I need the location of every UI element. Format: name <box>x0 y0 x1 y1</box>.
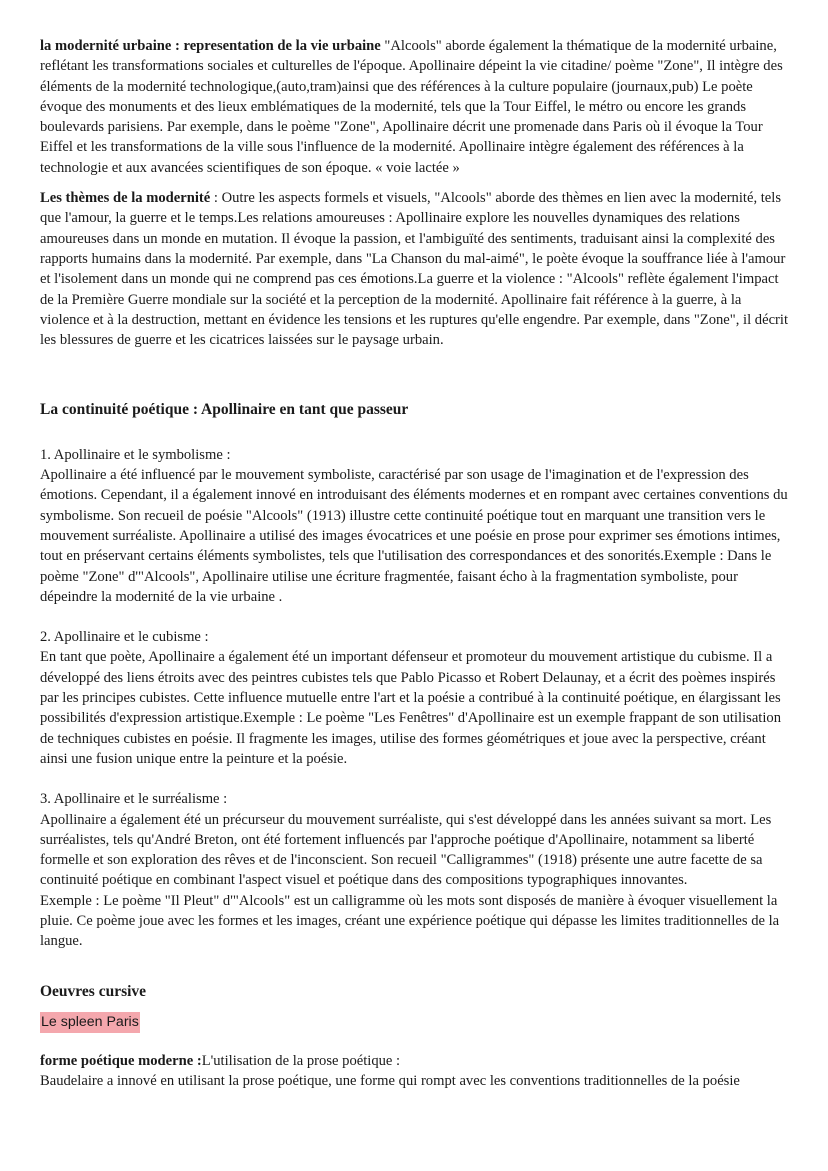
section-title: La continuité poétique : Apollinaire en tant que passeur <box>40 401 409 419</box>
paragraph-heading: Les thèmes de la modernité <box>40 190 211 207</box>
forme-heading: forme poétique moderne : <box>40 1052 202 1069</box>
subsection-example: Exemple : Le poème "Il Pleut" d'"Alcools" est un calligramme où les mots sont disposés de manière à évoquer visuellement la pluie. Ce poème joue avec les formes et les images, créant une expérience poétique qui dépasse les limites traditionnelles de la langue. <box>40 892 780 950</box>
paragraph-heading: la modernité urbaine : representation de la vie urbaine <box>40 38 385 54</box>
subsection-cubisme <box>40 627 792 769</box>
oeuvres-title: Oeuvres cursive <box>40 982 147 1000</box>
paragraph-urban-modernity <box>40 36 792 178</box>
forme-poetique-line <box>40 1051 792 1071</box>
subsection-title: 3. Apollinaire et le surréalisme : <box>40 791 228 808</box>
subsection-body: Apollinaire a également été un précurseur du mouvement surréaliste, qui s'est développé dans les années suivant sa mort. Les surréalistes, tels qu'André Breton, ont été fortement influencés par l'approche poétique d'Apollinaire, notamment sa liberté formelle et son exploration des rêves et de l'inconscient. Son recueil "Calligrammes" (1918) présente une autre facette de sa continuité poétique en combinant l'aspect visuel et poétique dans des compositions typographiques innovantes. <box>40 811 772 889</box>
paragraph-body: : Outre les aspects formels et visuels, "Alcools" aborde des thèmes en lien avec la modernité, tels que l'amour, la guerre et le temps.Les relations amoureuses : Apollinaire explore les nouvelles dynamiques des relations amoureuses dans un monde en mutation. Il évoque la passion, et l'ambiguïté des sentiments, traduisant ainsi la complexité des rapports humains dans la modernité. Par exemple, dans "La Chanson du mal-aimé", le poète évoque la souffrance liée à l'amour et l'isolement dans un monde qui ne comprend pas ces émotions.La guerre et la violence : "Alcools" reflète également l'impact de la Première Guerre mondiale sur la société et la perception de la modernité. Apollinaire fait référence à la guerre, à la violence et à la destruction, mettant en évidence les tensions et les ruptures qu'elle engendre. Par exemple, dans "Zone", il décrit les blessures de guerre et les cicatrices laissées sur le paysage urbain. <box>40 190 789 349</box>
document-page <box>40 36 792 1091</box>
highlighted-title: Le spleen Paris <box>40 1012 140 1033</box>
paragraph-modernity-themes <box>40 188 792 350</box>
subsection-symbolisme <box>40 445 792 607</box>
subsection-title: 1. Apollinaire et le symbolisme : <box>40 446 231 463</box>
last-line: Baudelaire a innové en utilisant la prose poétique, une forme qui rompt avec les conventions traditionnelles de la poésie <box>40 1073 740 1090</box>
subsection-body: Apollinaire a été influencé par le mouvement symboliste, caractérisé par son usage de l'imagination et de l'expression des émotions. Cependant, il a également innové en introduisant des éléments modernes et en rompant avec certaines conventions du symbolisme. Son recueil de poésie "Alcools" (1913) illustre cette continuité poétique tout en marquant une transition vers le mouvement surréaliste. Apollinaire a utilisé des images évocatrices et une poésie en prose pour exprimer ses émotions intimes, tout en préservant certains éléments symbolistes, tels que l'utilisation des correspondances et des sonorités.Exemple : Dans le poème "Zone" d'"Alcools", Apollinaire utilise une écriture fragmentée, faisant écho à la fragmentation symboliste, pour dépeindre la modernité de la vie urbaine . <box>40 467 788 605</box>
subsection-title: 2. Apollinaire et le cubisme : <box>40 629 209 646</box>
subsection-surrealisme <box>40 789 792 951</box>
paragraph-body: "Alcools" aborde également la thématique de la modernité urbaine, reflétant les transformations sociales et culturelles de l'époque. Apollinaire dépeint la vie citadine/ poème "Zone", Il intègre des éléments de la modernité technologique,(auto,tram)ainsi que des références à la culture populaire (journaux,pub) Le poète évoque des monuments et des lieux emblématiques de la modernité, tels que la Tour Eiffel, le métro ou encore les grands boulevards parisiens. Par exemple, dans le poème "Zone", Apollinaire décrit une promenade dans Paris où il évoque la Tour Eiffel et les transformations de la ville sous l'influence de la modernité. Apollinaire intègre également des références à la technologie et aux avancées scientifiques de son époque. « voie lactée » <box>40 38 783 176</box>
subsection-body: En tant que poète, Apollinaire a également été un important défenseur et promoteur du mouvement artistique du cubisme. Il a développé des liens étroits avec des peintres cubistes tels que Pablo Picasso et Robert Delaunay, et a écrit des poèmes inspirés par les principes cubistes. Cette influence mutuelle entre l'art et la poésie a contribué à la continuité poétique, en élargissant les possibilités d'expression artistique.Exemple : Le poème "Les Fenêtres" d'Apollinaire est un exemple frappant de son utilisation de techniques cubistes en poésie. Il fragmente les images, utilise des formes géométriques et joue avec la perspective, créant ainsi une fusion unique entre la peinture et la poésie. <box>40 649 782 767</box>
forme-body: L'utilisation de la prose poétique : <box>201 1052 401 1069</box>
